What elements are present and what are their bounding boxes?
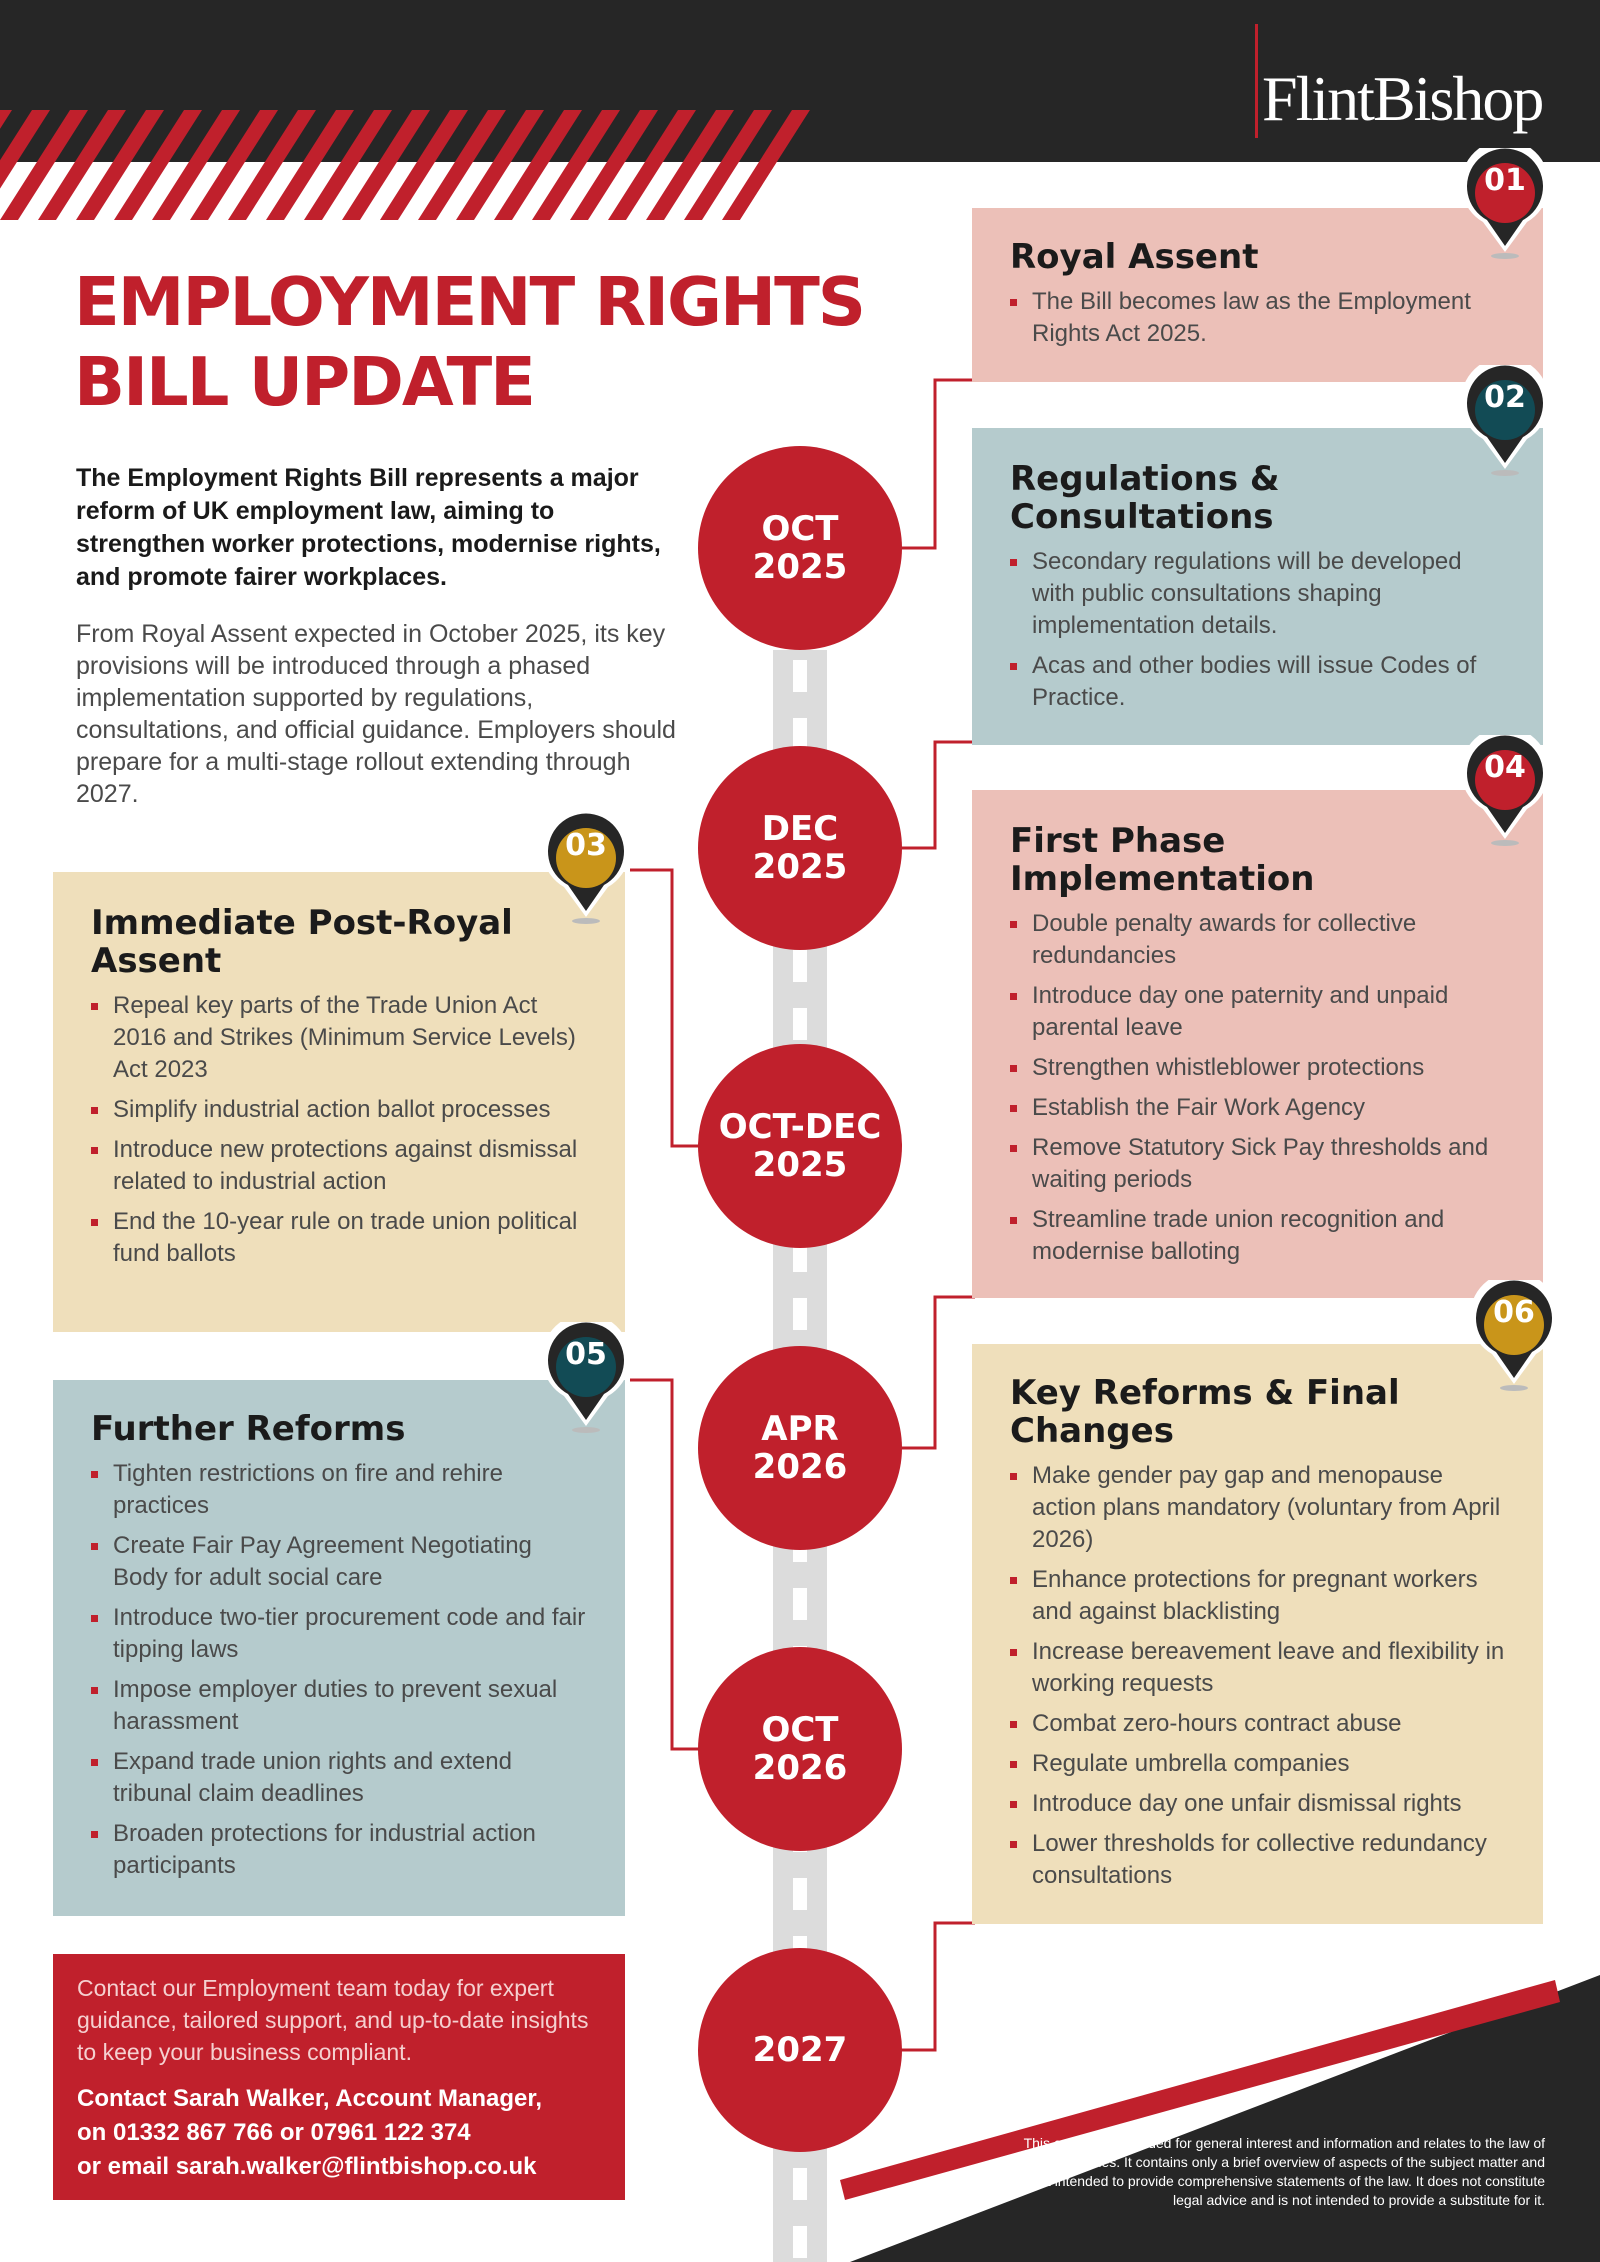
list-item: Acas and other bodies will issue Codes of Practice. bbox=[1010, 650, 1505, 714]
pin-number: 06 bbox=[1493, 1295, 1535, 1330]
card-list bbox=[91, 1458, 587, 1882]
list-item: Introduce day one paternity and unpaid parental leave bbox=[1010, 980, 1505, 1044]
pin-marker-04 bbox=[1459, 735, 1551, 847]
list-item: Introduce two-tier procurement code and fair tipping laws bbox=[91, 1602, 587, 1666]
road-dash bbox=[793, 2226, 807, 2258]
card-regulations-consultations bbox=[972, 428, 1543, 745]
list-item: Simplify industrial action ballot processes bbox=[91, 1094, 587, 1126]
pin-number: 03 bbox=[565, 828, 607, 863]
list-item: Introduce day one unfair dismissal rights bbox=[1010, 1788, 1505, 1820]
title-line-2: BILL UPDATE bbox=[74, 343, 534, 421]
list-item: Enhance protections for pregnant workers and against blacklisting bbox=[1010, 1564, 1505, 1628]
list-item: Lower thresholds for collective redundancy consultations bbox=[1010, 1828, 1505, 1892]
contact-phone: on 01332 867 766 or 07961 122 374 bbox=[77, 2119, 471, 2146]
card-royal-assent bbox=[972, 208, 1543, 382]
contact-intro: Contact our Employment team today for expert guidance, tailored support, and up-to-date insights to keep your business compliant. bbox=[77, 1975, 589, 2065]
card-immediate-post-royal-assent bbox=[53, 872, 625, 1332]
contact-details bbox=[77, 2082, 601, 2184]
timeline-date-oct-2025: OCT 2025 bbox=[698, 446, 902, 650]
pin-marker-03 bbox=[540, 813, 632, 925]
road-dash bbox=[793, 950, 807, 982]
card-further-reforms bbox=[53, 1380, 625, 1916]
list-item: Introduce new protections against dismissal related to industrial action bbox=[91, 1134, 587, 1198]
road-dash bbox=[793, 1878, 807, 1910]
list-item: Combat zero-hours contract abuse bbox=[1010, 1708, 1505, 1740]
legal-disclaimer: This content is provided for general interest and information and relates to the law of England & Wales. It contains only a brief overview of aspects of the subject matter and is not intended to provide comprehensive statements of the law. It does not constitute legal advice and is not intended to provide a substitute for it. bbox=[1009, 2135, 1545, 2208]
list-item: Make gender pay gap and menopause action plans mandatory (voluntary from April 2026) bbox=[1010, 1460, 1505, 1556]
card-title: Royal Assent bbox=[1010, 237, 1259, 277]
pin-number: 02 bbox=[1484, 380, 1526, 415]
card-title: Immediate Post-Royal Assent bbox=[91, 903, 513, 981]
list-item: Impose employer duties to prevent sexual harassment bbox=[91, 1674, 587, 1738]
flintbishop-logo: FlintBishop bbox=[1262, 63, 1543, 134]
timeline-date-dec-2025: DEC 2025 bbox=[698, 746, 902, 950]
list-item: Expand trade union rights and extend tribunal claim deadlines bbox=[91, 1746, 587, 1810]
card-list bbox=[1010, 546, 1505, 714]
list-item: Streamline trade union recognition and modernise balloting bbox=[1010, 1204, 1505, 1268]
title-line-1: EMPLOYMENT RIGHTS bbox=[74, 263, 865, 341]
card-title: Regulations & Consultations bbox=[1010, 459, 1280, 537]
list-item: Regulate umbrella companies bbox=[1010, 1748, 1505, 1780]
timeline-date-oct-dec-2025: OCT-DEC 2025 bbox=[698, 1044, 902, 1248]
road-dash bbox=[793, 1008, 807, 1040]
intro-body: From Royal Assent expected in October 2025, its key provisions will be introduced through a phased implementation supported by regulations, consultations, and official guidance. Employers should prepare for a multi-stage rollout extending through 2027. bbox=[76, 620, 676, 808]
road-dash bbox=[793, 1298, 807, 1330]
timeline-date-2027: 2027 bbox=[698, 1948, 902, 2152]
pin-marker-06 bbox=[1468, 1280, 1560, 1392]
card-list bbox=[91, 990, 587, 1270]
list-item: Create Fair Pay Agreement Negotiating Body for adult social care bbox=[91, 1530, 587, 1594]
list-item: Remove Statutory Sick Pay thresholds and waiting periods bbox=[1010, 1132, 1505, 1196]
card-first-phase-implementation bbox=[972, 790, 1543, 1298]
road-dash bbox=[793, 660, 807, 692]
contact-box bbox=[53, 1954, 625, 2200]
pin-number: 01 bbox=[1484, 163, 1526, 198]
pin-marker-01 bbox=[1459, 148, 1551, 260]
pin-marker-02 bbox=[1459, 365, 1551, 477]
card-title: Further Reforms bbox=[91, 1409, 406, 1449]
list-item: Establish the Fair Work Agency bbox=[1010, 1092, 1505, 1124]
road-dash bbox=[793, 2168, 807, 2200]
card-key-reforms-final-changes bbox=[972, 1344, 1543, 1924]
list-item: Repeal key parts of the Trade Union Act 2016 and Strikes (Minimum Service Levels) Act 2023 bbox=[91, 990, 587, 1086]
card-title: First Phase Implementation bbox=[1010, 821, 1315, 899]
road-dash bbox=[793, 1588, 807, 1620]
list-item: Double penalty awards for collective redundancies bbox=[1010, 908, 1505, 972]
list-item: End the 10-year rule on trade union political fund ballots bbox=[91, 1206, 587, 1270]
page-title bbox=[74, 262, 954, 422]
list-item: Increase bereavement leave and flexibility in working requests bbox=[1010, 1636, 1505, 1700]
intro-summary: The Employment Rights Bill represents a major reform of UK employment law, aiming to strengthen worker protections, modernise rights, and promote fairer workplaces. bbox=[76, 464, 661, 591]
list-item: Tighten restrictions on fire and rehire practices bbox=[91, 1458, 587, 1522]
card-title: Key Reforms & Final Changes bbox=[1010, 1373, 1400, 1451]
list-item: Broaden protections for industrial action participants bbox=[91, 1818, 587, 1882]
list-item: The Bill becomes law as the Employment Rights Act 2025. bbox=[1010, 286, 1505, 350]
timeline-date-oct-2026: OCT 2026 bbox=[698, 1647, 902, 1851]
card-list bbox=[1010, 286, 1505, 350]
pin-number: 04 bbox=[1484, 750, 1526, 785]
contact-name: Contact Sarah Walker, Account Manager, bbox=[77, 2085, 543, 2112]
list-item: Strengthen whistleblower protections bbox=[1010, 1052, 1505, 1084]
pin-number: 05 bbox=[565, 1337, 607, 1372]
card-list bbox=[1010, 908, 1505, 1268]
contact-email[interactable]: or email sarah.walker@flintbishop.co.uk bbox=[77, 2153, 537, 2180]
card-list bbox=[1010, 1460, 1505, 1892]
timeline-date-apr-2026: APR 2026 bbox=[698, 1346, 902, 1550]
pin-marker-05 bbox=[540, 1322, 632, 1434]
list-item: Secondary regulations will be developed with public consultations shaping implementation details. bbox=[1010, 546, 1505, 642]
